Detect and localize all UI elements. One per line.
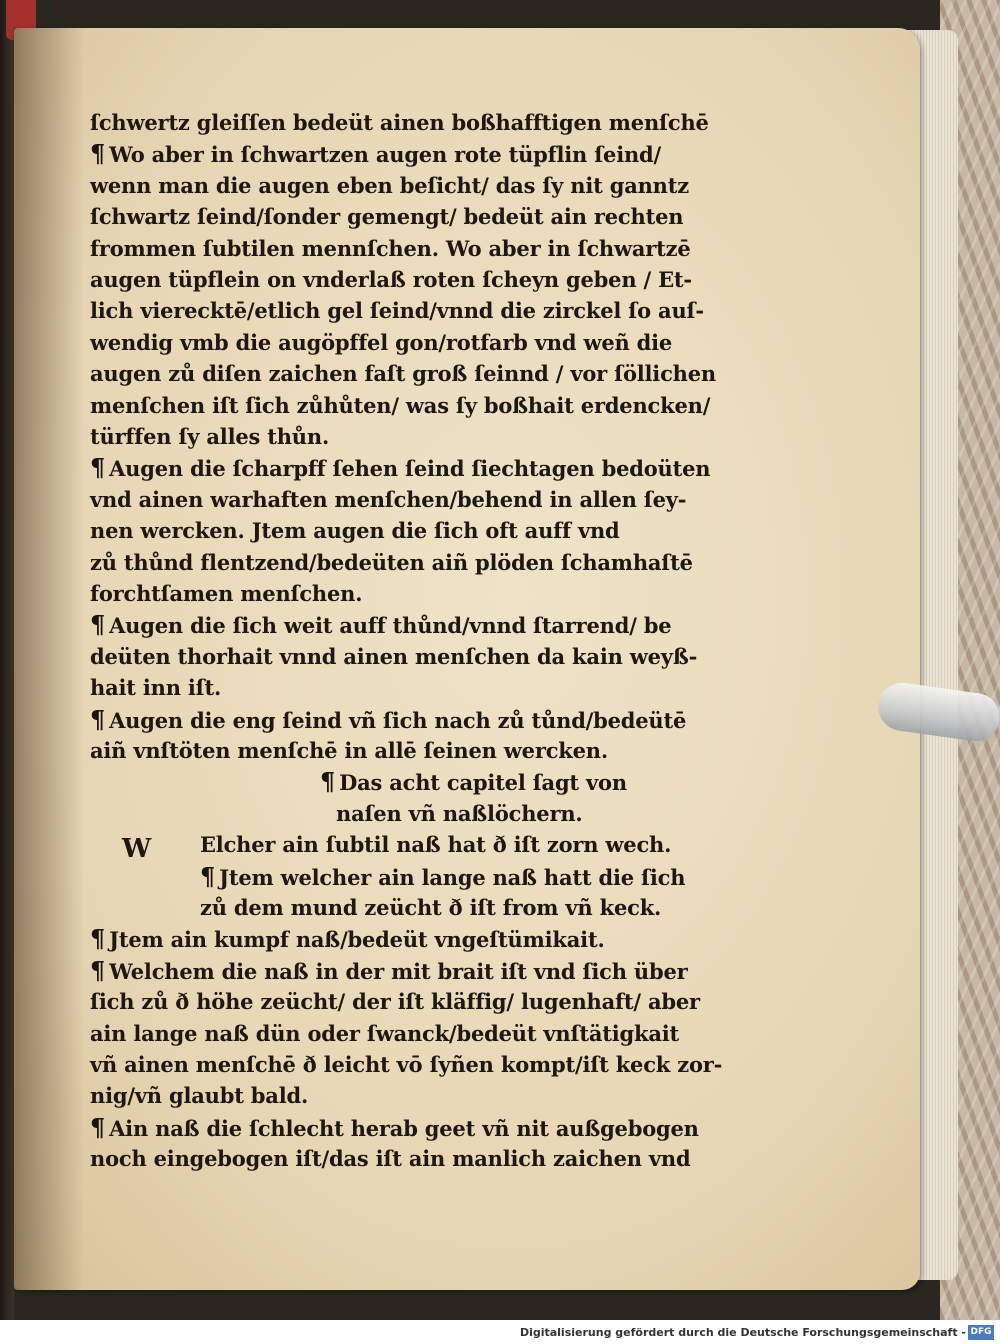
text-line [90, 328, 672, 358]
text-line [90, 705, 686, 735]
text-line [90, 108, 709, 138]
text-line [200, 830, 671, 860]
pilcrow-mark: ¶ [200, 861, 216, 891]
text-line [90, 924, 605, 954]
text-line-content: Jtem welcher ain lange naß hatt die ſich [219, 864, 686, 890]
text-line-content: Ain naß die ſchlecht herab geet vñ nit außgebogen [109, 1115, 699, 1141]
text-line [320, 767, 627, 797]
text-line [90, 139, 661, 169]
text-line [90, 171, 689, 201]
text-line [90, 956, 687, 986]
text-line-content: ain lange naß dün oder ſwanck/bedeüt vnſtätigkait [90, 1020, 680, 1046]
text-line [90, 453, 710, 483]
binding-edge [0, 0, 14, 1320]
text-line [90, 391, 710, 421]
text-line [90, 1081, 308, 1111]
text-line [200, 893, 661, 923]
text-line [90, 673, 221, 703]
text-line-content: türffen ſy alles thůn. [90, 424, 330, 449]
text-line-content: augen tüpflein on vnderlaß roten ſcheyn geben / Et- [90, 267, 692, 292]
text-line [90, 642, 697, 672]
text-line [90, 610, 671, 640]
text-line [90, 548, 693, 578]
text-line-content: augen zů diſen zaichen faſt groß ſeinnd / vor ſöllichen [90, 361, 716, 387]
text-line-content: Augen die ſcharpff ſehen ſeind ſiechtagen bedoüten [109, 456, 711, 482]
text-line [90, 1050, 722, 1080]
page-gutter-shadow [14, 28, 84, 1290]
text-line-content: vnd ainen warhaften menſchen/behend in allen ſey- [90, 486, 687, 512]
pilcrow-mark: ¶ [90, 610, 106, 640]
text-line [90, 516, 620, 546]
pilcrow-mark: ¶ [90, 924, 106, 954]
text-line [90, 736, 608, 766]
text-line [90, 1019, 679, 1049]
text-line [90, 265, 692, 295]
text-line-content: ſich zů ð höhe zeücht/ der iſt kläffig/ lugenhaft/ aber [90, 989, 700, 1015]
footer-bar [0, 1322, 1000, 1344]
text-line [90, 422, 329, 452]
pilcrow-mark: ¶ [90, 955, 106, 985]
text-line [90, 296, 704, 326]
text-line-content: aiñ vnſtöten menſchē in allē ſeinen wercken. [90, 738, 608, 763]
pilcrow-mark: ¶ [90, 1112, 106, 1142]
pilcrow-mark: ¶ [90, 453, 106, 483]
text-line [90, 485, 686, 515]
pilcrow-mark: ¶ [320, 767, 336, 797]
pilcrow-mark: ¶ [90, 139, 106, 169]
text-line-content: zů dem mund zeücht ð iſt from vñ keck. [200, 895, 662, 920]
text-line [90, 359, 716, 389]
text-line-content: Elcher ain ſubtil naß hat ð iſt zorn wech. [200, 832, 672, 858]
text-line-content: nig/vñ glaubt bald. [90, 1083, 309, 1109]
text-line-content: Augen die eng ſeind vñ ſich nach zů tůnd/bedeütē [109, 707, 687, 733]
text-line-content: hait inn iſt. [90, 675, 222, 701]
text-line-content: wendig vmb die augöpffel gon/rotfarb vnd weñ die [90, 329, 673, 355]
text-line [90, 202, 683, 232]
text-line-content: ſchwertz gleiſſen bedeüt ainen boßhafftigen menſchē [90, 110, 709, 135]
pilcrow-mark: ¶ [90, 704, 106, 734]
text-line-content: nen wercken. Jtem augen die ſich oft auff vnd [90, 518, 620, 544]
dfg-logo: DFG [968, 1325, 994, 1340]
text-line-content: lich vierecktē/etlich gel ſeind/vnnd die zirckel ſo auſ- [90, 298, 704, 324]
text-line-content: deüten thorhait vnnd ainen menſchen da kain weyß- [90, 643, 698, 669]
text-line-content: frommen ſubtilen mennſchen. Wo aber in ſchwartzē [90, 235, 691, 261]
text-line-content: naſen vñ naßlöchern. [336, 800, 583, 826]
initial-letter: W [122, 834, 152, 864]
text-line-content: zů thůnd flentzend/bedeüten aiñ plöden ſchamhaſtē [90, 549, 693, 575]
text-line-content: Welchem die naß in der mit brait iſt vnd ſich über [109, 958, 688, 984]
text-line [336, 799, 583, 829]
text-line-content: vñ ainen menſchē ð leicht vō ſyñen kompt/iſt keck zor- [90, 1052, 723, 1077]
text-line-content: Jtem ain kumpf naß/bedeüt vngeſtümikait. [109, 927, 605, 953]
text-line-content: Wo aber in ſchwartzen augen rote tüpflin ſeind/ [109, 142, 662, 168]
text-line [200, 862, 685, 892]
text-line-content: noch eingebogen iſt/das iſt ain manlich zaichen vnd [90, 1146, 691, 1172]
text-line-content: menſchen iſt ſich zůhůten/ was ſy boßhait erdencken/ [90, 392, 711, 418]
text-line [90, 234, 691, 264]
text-line-content: wenn man die augen eben beſicht/ das ſy nit ganntz [90, 172, 689, 198]
text-line [90, 987, 700, 1017]
text-line-content: ſchwartz ſeind/ſonder gemengt/ bedeüt ain rechten [90, 204, 684, 230]
text-line [90, 1113, 699, 1143]
text-line-content: forchtſamen menſchen. [90, 581, 363, 606]
text-line [90, 1144, 690, 1174]
text-line-content: Das acht capitel ſagt von [339, 770, 627, 796]
text-line [90, 579, 362, 609]
footer-credit: Digitalisierung gefördert durch die Deutsche Forschungsgemeinschaft - [519, 1326, 966, 1339]
text-line-content: Augen die ſich weit auff thůnd/vnnd ſtarrend/ be [109, 613, 672, 639]
